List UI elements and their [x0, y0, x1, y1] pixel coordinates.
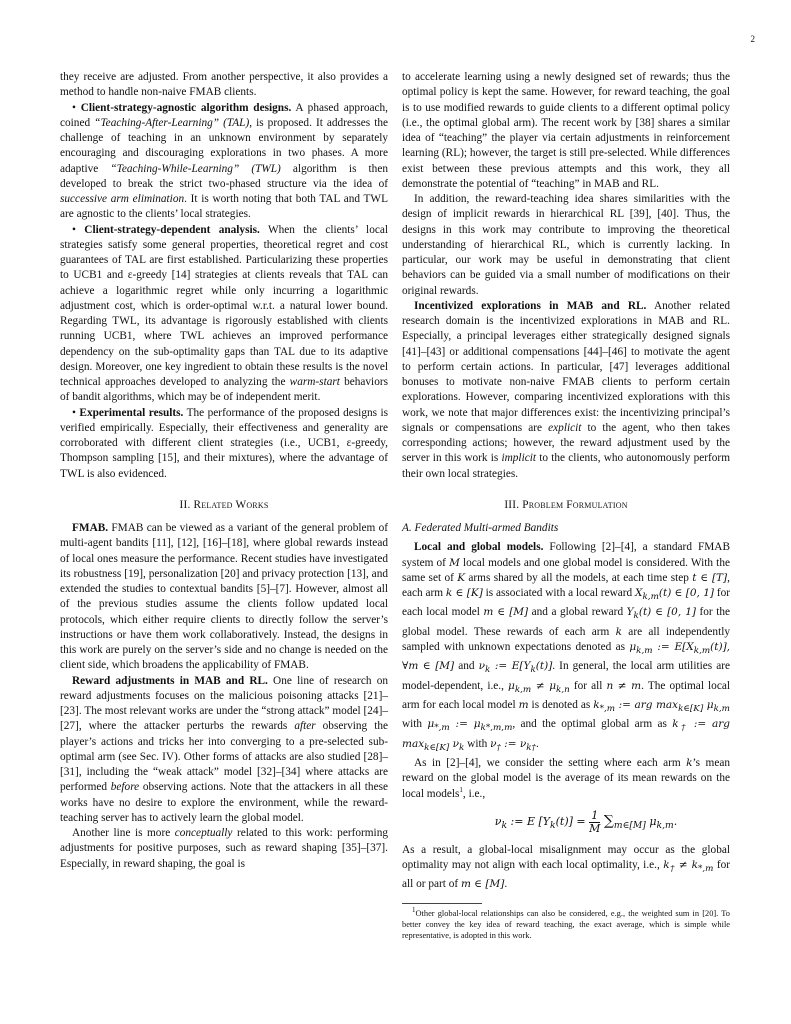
math: $\mu_{*,m}$ := $\mu_{k*,m,m}$: [427, 718, 513, 734]
text: are all independently sampled with unknown expectations denoted as: [402, 625, 730, 653]
text: ’s mean reward on the global model is the average of its mean rewards on the local models: [402, 757, 730, 800]
math: $Y_k(t)$ ∈ [0, 1]: [626, 606, 697, 622]
text: Following [2]–[4], a standard FMAB system of: [402, 541, 730, 569]
text: . It is worth noting that both TAL and TWL are agnostic to the clients’ local strategies.: [60, 193, 388, 221]
equation-global-mean: [442, 810, 730, 835]
text: Another line is more: [72, 827, 175, 839]
left-column: [60, 70, 388, 872]
text: arms shared by all the models, at each time step: [465, 571, 693, 584]
term: “Teaching-After-Learning” (TAL),: [94, 116, 253, 129]
paragraph: In addition, the reward-teaching idea shares similarities with the design of implicit rewards in hierarchical RL [39], [40]. Thus, the designs in this work may contribute to improving the theoretical understanding of hierarchical RL, which is currently lacking. In particular, our work may be useful in demonstrating that client behaviors can be guided via a small number of modifications on their original rewards.: [402, 193, 730, 297]
math: n ≠ m: [606, 679, 642, 692]
footnote: [402, 905, 730, 941]
text: and a global reward: [528, 606, 627, 619]
math-symbol: μ: [629, 640, 637, 653]
math: k: [615, 625, 622, 638]
math: m ∈ [M]: [460, 878, 505, 891]
math: M: [449, 556, 460, 569]
paragraph-incentivized-explorations: [402, 299, 730, 482]
footnote-text: Other global-local relationships can also be considered, e.g., the weighted sum in [20]. To better convey the key idea of reward teaching, the exact average, which is simple while representative, is adopted in this work.: [402, 908, 730, 940]
paragraph-lead: Incentivized explorations in MAB and RL.: [414, 299, 647, 312]
bullet-client-strategy-dependent: [60, 223, 388, 406]
math: m ∈ [M]: [483, 606, 529, 619]
text: for all or part of: [402, 859, 731, 891]
section-numeral: III.: [504, 498, 520, 511]
text: When the clients’ local strategies satisfy some general properties, theoretical regret and cost guarantees of TAL are first established. Particularizing these properties to UCB1 and ε-greedy [14] strategies at clients reveals that TAL can achieve a logarithmic regret while only incurring a logarithmic adjustment cost, which is order-optimal w.r.t. a natural lower bound. Regarding TWL, its advantage is rigorously established with clients running UCB1, where TWL achieves an improved performance dependency on the sub-optimality gaps than TAL due to its adaptive design. Moreover, one key ingredient to obtain these results is the novel technical approaches developed to analyzing the: [60, 223, 389, 388]
text: is associated with a local reward: [482, 587, 635, 599]
text: observing the player’s actions and tricks her into converging to a pre-selected sub-optimal arm (see Sec. IV). Other forms of attacks are also studied [28]–[31], including the “weak attack” model [32]–[34] where attacks are performed: [60, 720, 388, 794]
term: “Teaching-While-Learning” (TWL): [110, 162, 281, 175]
math-symbol: ν: [490, 737, 497, 750]
math: $k_\dagger$ := arg $\max_{k\in[K]} \nu_k$: [402, 718, 730, 753]
bullet-lead: Client-strategy-agnostic algorithm designs.: [80, 101, 292, 114]
term: warm-start: [289, 376, 340, 388]
math-symbol: k: [672, 718, 679, 731]
math-symbol: μ: [427, 718, 435, 731]
math: $\mu_{k,m} \ne \mu_{k,n}$: [508, 679, 570, 695]
text: , each arm: [402, 571, 730, 599]
equation-display: $\nu_k$ := E $[Y_k(t)]$ = $\frac{1}{M}$ $\sum_{m\in[M]}$ $\mu_{k,m}$.: [494, 808, 678, 835]
paragraph-lead: Reward adjustments in MAB and RL.: [72, 674, 268, 687]
footnote-divider: [402, 903, 482, 904]
math: $\nu_k$ := $E[Y_k(t)]$: [478, 660, 553, 676]
math-symbol: μ: [508, 679, 515, 692]
term: implicit: [501, 452, 536, 465]
bullet-client-strategy-agnostic: [60, 101, 388, 223]
text: with: [402, 718, 428, 731]
paragraph-result: [402, 843, 730, 893]
math-symbol: ν: [478, 660, 485, 673]
bullet-lead: Client-strategy-dependent analysis.: [84, 223, 260, 236]
bullet-experimental-results: [60, 406, 388, 482]
math: t ∈ [T]: [692, 571, 728, 584]
text: and: [454, 660, 479, 673]
paragraph: they receive are adjusted. From another perspective, it also provides a method to handle non-naive FMAB clients.: [60, 71, 388, 99]
text: to the agent, who then takes corresponding actions; however, the reward adjustment used by the server in this work is: [402, 421, 730, 465]
paragraph-lead: FMAB.: [72, 522, 109, 534]
text: , and the optimal global arm as: [512, 718, 673, 731]
paragraph-local-global-models: [402, 540, 730, 756]
text: local models and one global model is considered. With the same set of: [402, 556, 730, 584]
term: before: [110, 781, 140, 794]
text: , i.e.,: [462, 787, 486, 800]
text: for each local model: [402, 587, 731, 619]
math: $\nu_\dagger$ := $\nu_{k\dagger}$: [490, 737, 536, 753]
text: related to this work: performing adjustments for positive purposes, such as reward shaping [35]–[37]. Especially, in reward shaping, the goal is: [60, 827, 388, 870]
text: . The optimal local arm for each local model: [402, 679, 730, 711]
paragraph-reward-adjustments: [60, 674, 388, 827]
paragraph-as-in: [402, 756, 730, 802]
bullet-icon: •: [72, 406, 76, 419]
subsection-heading: A. Federated Multi-armed Bandits: [402, 522, 559, 534]
term: successive arm elimination: [60, 193, 185, 205]
text: . In general, the local arm utilities are model-dependent, i.e.,: [402, 660, 730, 692]
section-title: Problem Formulation: [522, 498, 628, 511]
text: As a result, a global-local misalignment may occur as the global optimality may not align with each local optimality, i.e.,: [402, 843, 730, 871]
paragraph: to accelerate learning using a newly designed set of rewards; thus the optimal policy is kept the same. However, for reward teaching, the goal is to use modified rewards to guide clients to a different optimal policy (i.e., the optimal global arm). The recent work by [38] shares a similar idea of “teaching” the player via certain adjustments in reinforcement learning (RL); however, the target is still pre-selected. While differences exist between these previous attempts and this work, they all demonstrate the potential of “teaching” in MAB and RL.: [402, 71, 730, 190]
text: .: [535, 737, 539, 750]
right-column: [402, 70, 730, 941]
text: for all: [569, 679, 607, 692]
section-numeral: II.: [179, 498, 191, 511]
text: behaviors of bandit algorithms, which may be of independent merit.: [60, 376, 389, 404]
math-symbol: Y: [626, 606, 634, 619]
term: explicit: [548, 421, 582, 434]
bullet-lead: Experimental results.: [79, 406, 184, 419]
section-title: Related Works: [193, 498, 269, 511]
math: K: [457, 571, 466, 584]
text: FMAB can be viewed as a variant of the general problem of multi-agent bandits [11], [12], [16]–[18], where global rewards instead of local ones measure the performance. Recent studies have investigated its robustness [19], personalization [20] and privacy protection [13], and extended the studies to contextual bandits [5]–[7]. However, almost all of the previous studies assume the clients follow updated local protocols, which either require clients to directly follow the server’s instructions or have them work collaboratively. Instead, the designs in this work are purely on the server’s side and no change is needed on the client side, which broadens the applicability of FMAB.: [60, 522, 388, 672]
text: As in [2]–[4], we consider the setting where each arm: [414, 757, 687, 769]
bullet-icon: •: [72, 223, 76, 236]
paragraph-another-line: [60, 826, 388, 872]
text: One line of research on reward adjustments focuses on the malicious poisoning attacks [21]–[23]. The most relevant works are under the “strong attack” model [24]–[27], where the attacker perturbs the rewards: [60, 674, 388, 733]
math-symbol: k: [663, 859, 670, 871]
math: $X_{k,m}(t)$ ∈ [0, 1]: [635, 587, 714, 603]
footnote-marker: 1: [459, 785, 463, 794]
text: A phased approach, coined: [60, 101, 388, 129]
math: $k_{*,m}$ := arg $\max_{k\in[K]} \mu_{k,m}$: [593, 698, 730, 715]
section-heading-related-works: [60, 498, 388, 513]
term: conceptually: [174, 827, 233, 839]
text: Another related research domain is the incentivized explorations in MAB and RL. Especially, a principal leverages either strategically designed signals [41]–[43] or additional compensations [44]–[46] to motivate the agent to perform certain actions. In particular, [47] leverages additional bonuses to motivate non-naive FMAB clients to perform certain explorations. However, comparing incentivized explorations with this work, we note that major differences exist: the incentivizing principal’s signals or compensations are: [402, 299, 730, 434]
text: to the clients, who autonomously perform their own local strategies.: [402, 452, 730, 480]
page-number: 2: [750, 34, 755, 44]
text: for the global model. These rewards of each arm: [402, 606, 731, 638]
term: after: [294, 720, 316, 733]
math: m: [518, 698, 529, 711]
text: is denoted as: [528, 698, 594, 711]
text: algorithm is then developed to break the strict two-phased structure via the idea of: [60, 162, 388, 190]
text: .: [504, 878, 508, 891]
math: $k_\dagger \ne k_{*,m}$: [663, 859, 714, 875]
math-symbol: X: [635, 587, 643, 599]
paragraph-fmab: [60, 521, 388, 674]
text: with: [464, 737, 491, 750]
math-symbol: k: [593, 698, 600, 711]
text: is proposed. It addresses the challenge of teaching in an unknown environment by separately encouraging and discouraging explorations in two phases. A more adaptive: [60, 116, 389, 175]
bullet-icon: •: [72, 101, 76, 114]
text: The performance of the proposed designs is verified empirically. Especially, their effectiveness and generality are corroborated with different client strategies (i.e., UCB1, ε-greedy, Thompson sampling [15], and their mixtures), where the advantage of TWL is also evidenced.: [60, 406, 388, 480]
paragraph-lead: Local and global models.: [414, 541, 544, 554]
footnote-marker: 1: [412, 905, 416, 914]
section-heading-problem-formulation: [402, 498, 730, 513]
text: observing actions. Note that the attackers in all these works have no desire to explore the environment, while the reward-teaching server has to actively learn the global model.: [60, 781, 388, 824]
math: $\mu_{k,m}$ := $E[X_{k,m}(t)]$, ∀m ∈ [M]: [402, 640, 731, 673]
math: k: [686, 757, 693, 769]
math: k ∈ [K]: [445, 587, 483, 599]
